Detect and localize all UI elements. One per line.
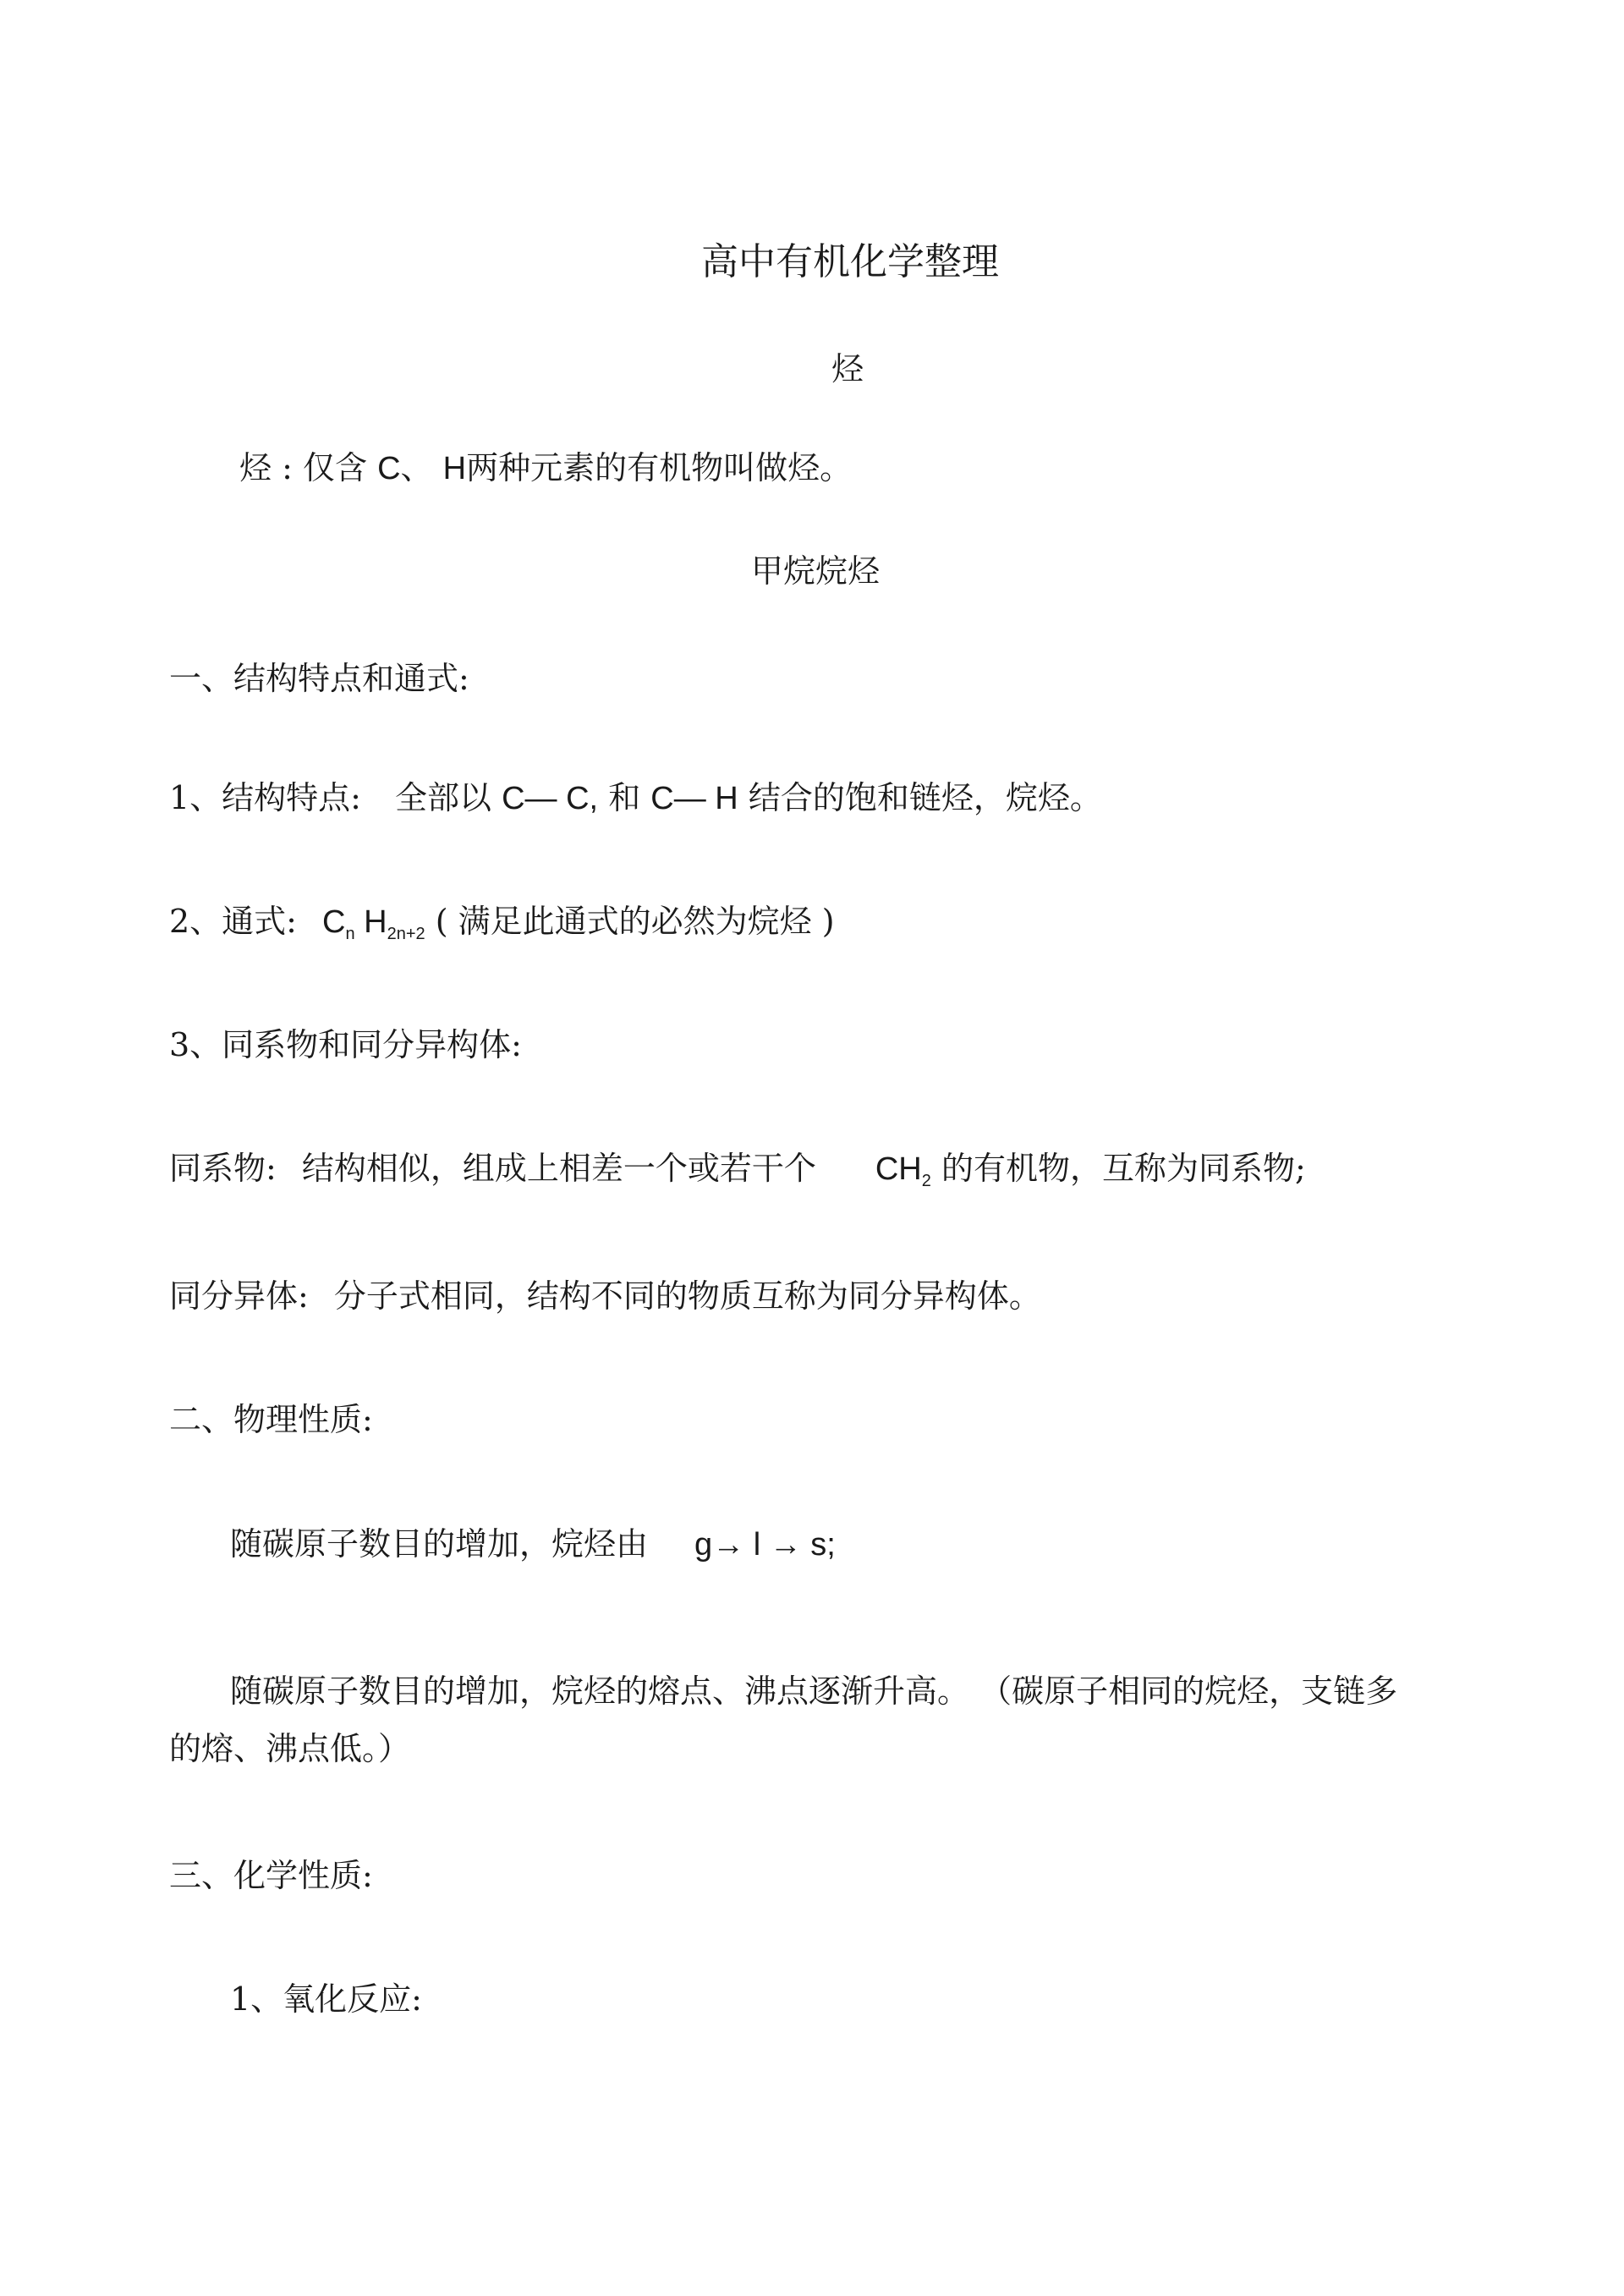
- part3-item1: 1、氧化反应:: [230, 1980, 422, 2018]
- homolog-line: [169, 1147, 1306, 1202]
- part1-item3: 3、同系物和同分异构体:: [169, 1026, 522, 1063]
- homolog-text-b: 的有机物，互称为同系物;: [941, 1150, 1306, 1187]
- item2-note: ( 满足此通式的必然为烷烃 ): [435, 903, 835, 940]
- item2-label: 2、通式:: [169, 903, 297, 940]
- homolog-formula: $CH_2$: [875, 1151, 931, 1190]
- definition-hydrogen: H: [442, 451, 467, 486]
- item1-bond-ch: C— H: [650, 781, 738, 816]
- item1-label: 1、结构特点:: [169, 779, 361, 816]
- part1-item1: [169, 777, 1102, 820]
- homolog-text-a: 结构相似，组成上相差一个或若干个: [301, 1150, 816, 1187]
- part1-heading: 一、结构特点和通式:: [169, 660, 469, 697]
- isomer-label: 同分异体:: [169, 1277, 309, 1315]
- definition-carbon: C、: [377, 451, 433, 486]
- page-title: 高中有机化学整理: [701, 240, 999, 283]
- physical-line-2: 随碳原子数目的增加，烷烃的熔点、沸点逐渐升高。 （碳原子相同的烷烃，支链多: [230, 1673, 1398, 1710]
- isomer-text: 分子式相同，结构不同的物质互称为同分异构体。: [333, 1277, 1041, 1315]
- part1-item2: [169, 900, 835, 955]
- part2-heading: 二、物理性质:: [169, 1401, 373, 1438]
- item1-text-c: 结合的饱和链烃，烷烃。: [748, 779, 1102, 816]
- homolog-label: 同系物:: [169, 1150, 277, 1187]
- item1-text-b: 和: [608, 779, 641, 816]
- physical-line-1: [230, 1523, 836, 1566]
- definition-prefix: 烃 : 仅含: [239, 449, 367, 486]
- isomer-line: [169, 1275, 1041, 1317]
- physical-line-2-cont: 的熔、沸点低。）: [169, 1730, 411, 1767]
- subsection-heading: 甲烷烷烃: [751, 552, 881, 590]
- definition-line: [239, 447, 852, 490]
- item1-text-a: 全部以: [394, 779, 491, 816]
- item1-bond-cc: C— C,: [502, 781, 599, 816]
- definition-suffix: 两种元素的有机物叫做烃。: [466, 449, 853, 486]
- part3-heading: 三、化学性质:: [169, 1857, 373, 1894]
- general-formula: $C_n$ $H_{2n+2}$: [321, 904, 425, 943]
- physical-line-1-text: 随碳原子数目的增加，烷烃由: [230, 1525, 649, 1563]
- section-heading: 烃: [831, 350, 864, 387]
- state-sequence: g→ l → s;: [694, 1527, 836, 1563]
